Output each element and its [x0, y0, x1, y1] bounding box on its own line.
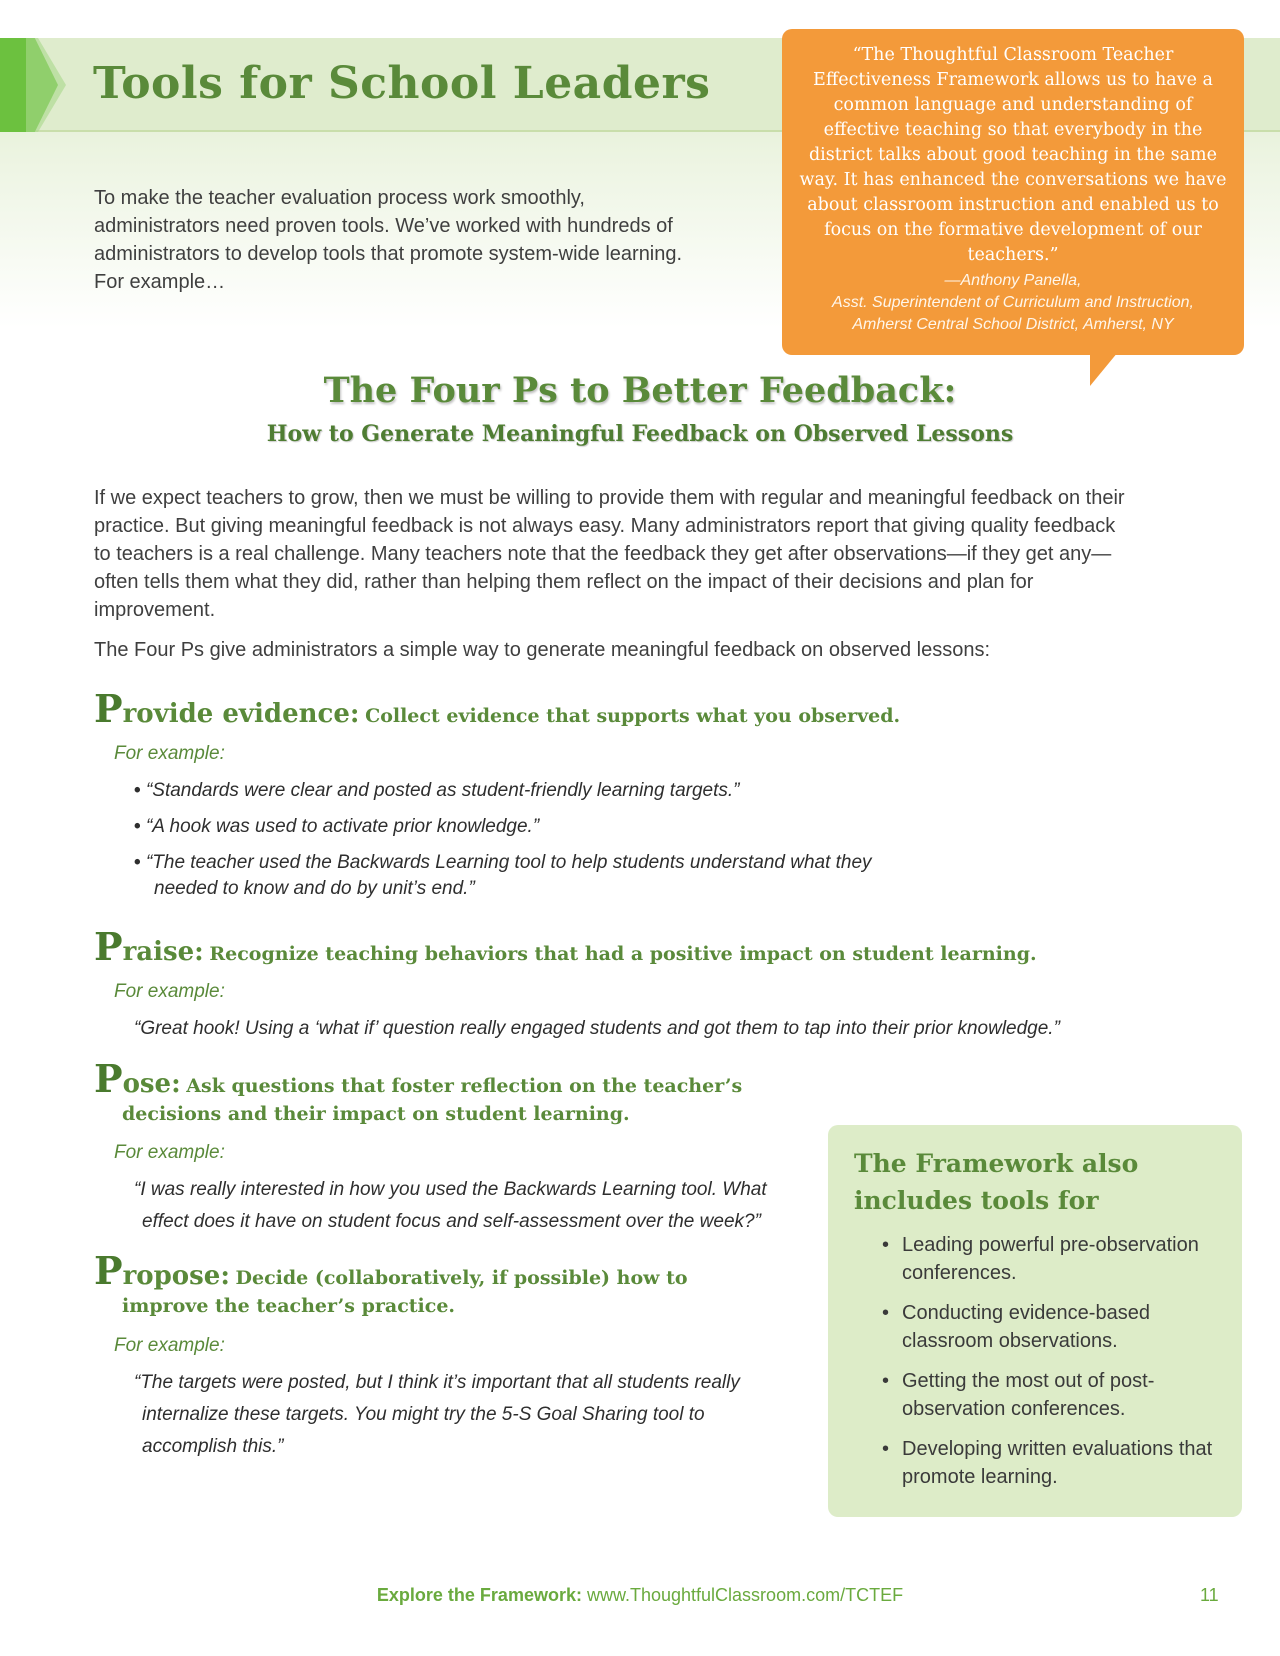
section-title: The Four Ps to Better Feedback: — [323, 370, 957, 411]
testimonial-org: Amherst Central School District, Amherst, NY — [852, 316, 1174, 333]
propose-example: “The targets were posted, but I think it’s important that all students really internalize these targets. You might try the 5-S Goal Sharing tool to accomplish this.” — [134, 1372, 740, 1457]
list-item: • Getting the most out of post-observation conferences. — [882, 1367, 1216, 1423]
body-paragraph-1: If we expect teachers to grow, then we must be willing to provide them with regular and meaningful feedback on their practice. But giving meaningful feedback is not always easy. Many administrators report that giving quality feedback to teachers is a real challenge. Many teachers note that the feedback they get after observations—if they get any—often tells them what they did, rather than helping them reflect on the impact of their decisions and plan for improvement. — [94, 487, 1125, 621]
body-paragraph-2: The Four Ps give administrators a simple way to generate meaningful feedback on observed lessons: — [94, 639, 991, 661]
provide-initial: P — [94, 686, 123, 731]
section-subtitle: How to Generate Meaningful Feedback on Observed Lessons — [266, 421, 1014, 447]
pose-description-cont: decisions and their impact on student learning. — [122, 1103, 630, 1125]
propose-initial: P — [94, 1248, 123, 1293]
provide-description: Collect evidence that supports what you observed. — [365, 705, 901, 727]
list-item: • “The teacher used the Backwards Learning tool to help students understand what they needed to know and do by unit’s end.” — [134, 852, 872, 899]
framework-tools-list — [854, 1231, 1216, 1491]
framework-tools-box — [828, 1125, 1242, 1517]
propose-for-example: For example: — [114, 1335, 225, 1356]
provide-for-example: For example: — [114, 743, 225, 764]
propose-description: Decide (collaboratively, if possible) how to — [235, 1267, 688, 1289]
testimonial-callout — [782, 29, 1244, 355]
footer — [0, 1585, 1280, 1606]
praise-example: “Great hook! Using a ‘what if’ question really engaged students and got them to tap into their prior knowledge.” — [134, 1018, 1060, 1039]
page-number: 11 — [1200, 1585, 1219, 1605]
provide-evidence-heading — [94, 686, 900, 731]
pose-example: “I was really interested in how you used the Backwards Learning tool. What effect does it have on student focus and self-assessment over the week?” — [134, 1179, 767, 1232]
pose-word: ose: — [122, 1069, 181, 1099]
list-item: • “Standards were clear and posted as student-friendly learning targets.” — [134, 780, 740, 801]
praise-description: Recognize teaching behaviors that had a positive impact on student learning. — [209, 943, 1037, 965]
testimonial-attribution — [798, 270, 1228, 336]
list-item: • “A hook was used to activate prior knowledge.” — [134, 816, 540, 837]
list-item: • Conducting evidence-based classroom observations. — [882, 1299, 1216, 1355]
testimonial-quote: “The Thoughtful Classroom Teacher Effectiveness Framework allows us to have a common language and understanding of effective teaching so that everybody in the district talks about good teaching in the same way. It has enhanced the conversations we have about classroom instruction and enabled us to focus on the formative development of our teachers.” — [799, 45, 1227, 265]
footer-label: Explore the Framework: — [376, 1585, 582, 1605]
pose-heading — [94, 1056, 814, 1127]
propose-heading — [94, 1248, 814, 1319]
testimonial-role: Asst. Superintendent of Curriculum and Instruction, — [832, 294, 1194, 311]
list-item: • Leading powerful pre-observation conferences. — [882, 1231, 1216, 1287]
testimonial-author: —Anthony Panella, — [944, 272, 1082, 289]
propose-word: ropose: — [122, 1261, 230, 1291]
framework-tools-title: The Framework also includes tools for — [854, 1149, 1139, 1215]
propose-description-cont: improve the teacher’s practice. — [122, 1295, 456, 1317]
page-title: Tools for School Leaders — [93, 58, 711, 109]
praise-for-example: For example: — [114, 981, 225, 1002]
pose-initial: P — [94, 1056, 123, 1101]
pose-description: Ask questions that foster reflection on the teacher’s — [186, 1075, 743, 1097]
list-item: • Developing written evaluations that promote learning. — [882, 1435, 1216, 1491]
praise-word: raise: — [122, 937, 204, 967]
provide-word: rovide evidence: — [122, 699, 360, 729]
praise-heading — [94, 924, 1037, 969]
pose-for-example: For example: — [114, 1142, 225, 1163]
intro-paragraph: To make the teacher evaluation process work smoothly, administrators need proven tools. We’ve worked with hundreds of administrators to develop tools that promote system-wide learning. For example… — [94, 187, 683, 293]
provide-example-list — [134, 778, 874, 912]
footer-link[interactable]: www.ThoughtfulClassroom.com/TCTEF — [586, 1585, 904, 1605]
praise-initial: P — [94, 924, 123, 969]
